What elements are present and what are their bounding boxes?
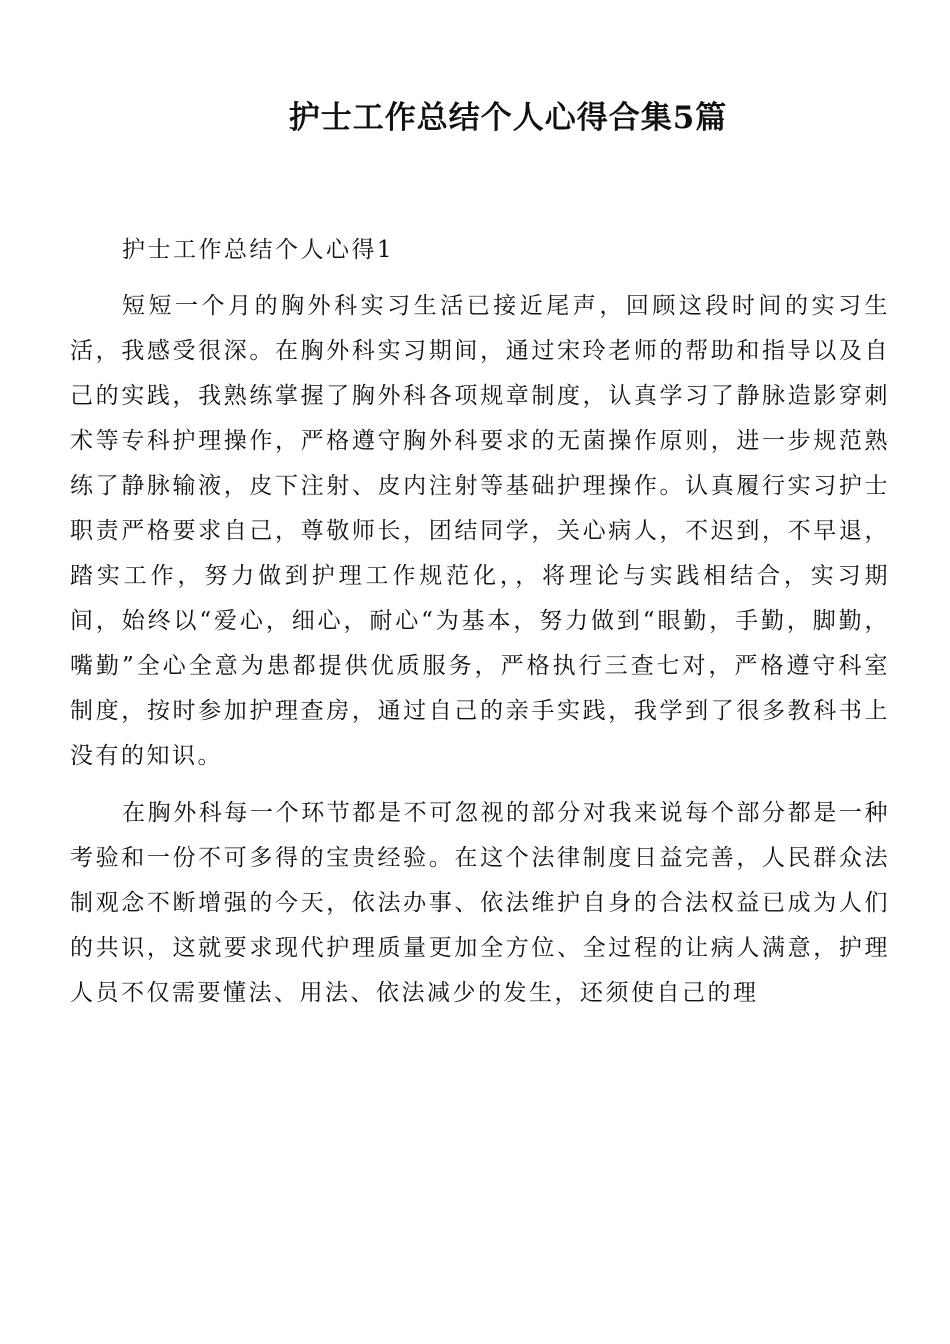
paragraph-1: 短短一个月的胸外科实习生活已接近尾声，回顾这段时间的实习生活，我感受很深。在胸外科实习期间，通过宋玲老师的帮助和指导以及自己的实践，我熟练掌握了胸外科各项规章制度，认真学习了静脉造影穿刺术等专科护理操作，严格遵守胸外科要求的无菌操作原则，进一步规范熟练了静脉输液，皮下注射、皮内注射等基础护理操作。认真履行实习护士职责严格要求自己，尊敬师长，团结同学，关心病人，不迟到，不早退，踏实工作，努力做到护理工作规范化，，将理论与实践相结合，实习期间，始终以“爱心，细心，耐心“为基本，努力做到“眼勤，手勤，脚勤，嘴勤”全心全意为患都提供优质服务，严格执行三查七对，严格遵守科室制度，按时参加护理查房，通过自己的亲手实践，我学到了很多教科书上没有的知识。 bbox=[70, 293, 890, 769]
paragraph-2: 在胸外科每一个环节都是不可忽视的部分对我来说每个部分都是一种考验和一份不可多得的宝贵经验。在这个法律制度日益完善，人民群众法制观念不断增强的今天，依法办事、依法维护自身的合法权益已成为人们的共识，这就要求现代护理质量更加全方位、全过程的让病人满意，护理人员不仅需要懂法、用法、依法减少的发生，还须使自己的理 bbox=[70, 800, 890, 1006]
document-title: 护士工作总结个人心得合集5篇 bbox=[288, 100, 728, 136]
section-heading: 护士工作总结个人心得1 bbox=[122, 237, 395, 263]
document-body bbox=[70, 228, 890, 1016]
